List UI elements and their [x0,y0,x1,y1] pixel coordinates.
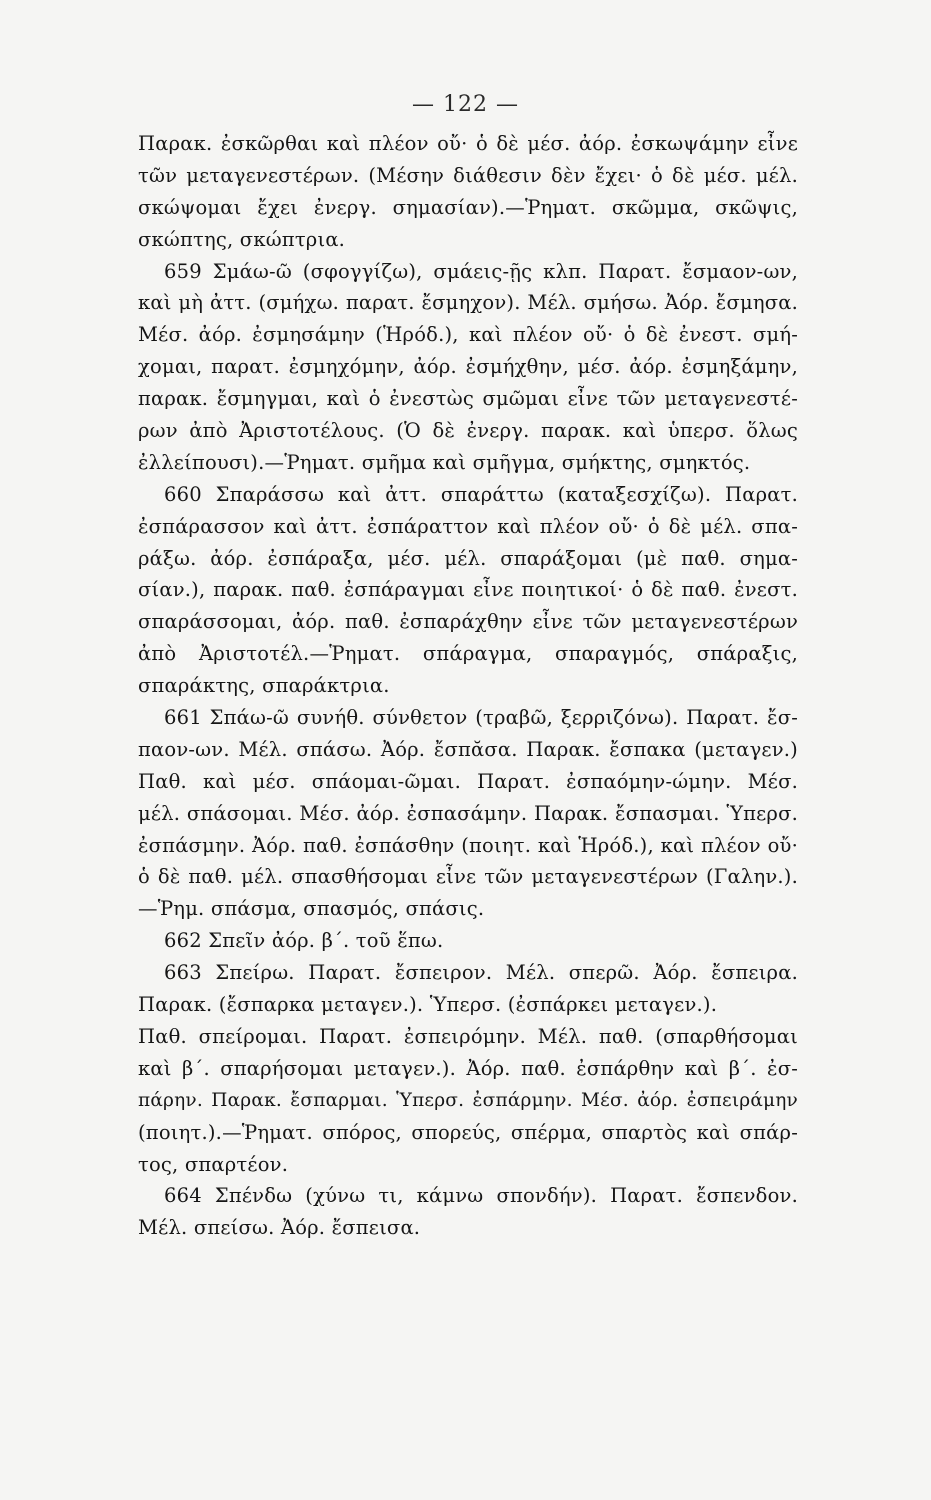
text-line: σκώπτης, σκώπτρια. [138,227,346,251]
text-line: πάρην. Παρακ. ἔσπαρμαι. Ὑπερσ. ἐσπάρμην. Μέσ. ἀόρ. ἐσπειράμην [138,1089,798,1111]
text-line: 661 Σπάω-ῶ συνήθ. σύνθετον (τραβῶ, ξερριζόνω). Παρατ. ἔσ- [164,706,798,730]
text-line: 659 Σμάω-ῶ (σφογγίζω), σμάεις-ῇς κλπ. Παρατ. ἔσμαον-ων, [164,259,798,283]
text-line: Μέσ. ἀόρ. ἐσμησάμην (Ἡρόδ.), καὶ πλέον οὔ· ὁ δὲ ἐνεστ. σμή- [138,323,798,347]
text-line: ἐσπάρασσον καὶ ἀττ. ἐσπάραττον καὶ πλέον οὔ· ὁ δὲ μέλ. σπα- [138,514,798,538]
text-line: παον-ων. Μέλ. σπάσω. Ἀόρ. ἔσπᾰσα. Παρακ. ἔσπακα (μεταγεν.) [138,737,798,761]
body-text [138,128,798,1244]
text-line: σκώψομαι ἔχει ἐνεργ. σημασίαν).—Ῥηματ. σκῶμμα, σκῶψις, [138,195,798,219]
text-line: χομαι, παρατ. ἐσμηχόμην, ἀόρ. ἐσμήχθην, μέσ. ἀόρ. ἐσμηξάμην, [138,355,798,379]
page-number: — 122 — [412,92,519,117]
text-line: 662 Σπεῖν ἀόρ. β΄. τοῦ ἕπω. [164,929,444,953]
text-line: καὶ μὴ ἀττ. (σμήχω. παρατ. ἔσμηχον). Μέλ. σμήσω. Ἀόρ. ἔσμησα. [138,291,798,315]
text-line: Παθ. σπείρομαι. Παρατ. ἐσπειρόμην. Μέλ. παθ. (σπαρθήσομαι [138,1024,798,1048]
text-line: Μέλ. σπείσω. Ἀόρ. ἔσπεισα. [138,1216,421,1240]
text-line: παρακ. ἔσμηγμαι, καὶ ὁ ἐνεστὼς σμῶμαι εἶνε τῶν μεταγενεστέ- [138,387,798,411]
text-line: 660 Σπαράσσω καὶ ἀττ. σπαράττω (καταξεσχίζω). Παρατ. [164,482,798,506]
text-line: Παθ. καὶ μέσ. σπάομαι-ῶμαι. Παρατ. ἐσπαόμην-ώμην. Μέσ. [138,769,798,793]
text-line: σίαν.), παρακ. παθ. ἐσπάραγμαι εἶνε ποιητικοί· ὁ δὲ παθ. ἐνεστ. [138,578,798,602]
text-line: (ποιητ.).—Ῥηματ. σπόρος, σπορεύς, σπέρμα, σπαρτὸς καὶ σπάρ- [138,1120,798,1144]
text-line: 663 Σπείρω. Παρατ. ἔσπειρον. Μέλ. σπερῶ. Ἀόρ. ἔσπειρα. [164,961,798,985]
text-line: ἐσπάσμην. Ἀόρ. παθ. ἐσπάσθην (ποιητ. καὶ Ἡρόδ.), καὶ πλέον οὔ· [138,833,798,857]
text-line: τος, σπαρτέον. [138,1152,289,1176]
text-line: —Ῥημ. σπάσμα, σπασμός, σπάσις. [138,897,485,921]
text-line: τῶν μεταγενεστέρων. (Μέσην διάθεσιν δὲν ἔχει· ὁ δὲ μέσ. μέλ. [138,163,798,187]
text-line: σπαράκτης, σπαράκτρια. [138,674,390,698]
text-line: Παρακ. ἐσκῶρθαι καὶ πλέον οὔ· ὁ δὲ μέσ. ἀόρ. ἐσκωψάμην εἶνε [138,132,798,155]
text-line: σπαράσσομαι, ἀόρ. παθ. ἐσπαράχθην εἶνε τῶν μεταγενεστέρων [138,610,798,634]
text-line: καὶ β΄. σπαρήσομαι μεταγεν.). Ἀόρ. παθ. ἐσπάρθην καὶ β΄. ἐσ- [138,1056,798,1080]
text-line: ἀπὸ Ἀριστοτέλ.—Ῥηματ. σπάραγμα, σπαραγμός, σπάραξις, [138,642,798,666]
text-line: 664 Σπένδω (χύνω τι, κάμνω σπονδήν). Παρατ. ἔσπενδον. [164,1184,798,1208]
text-line: μέλ. σπάσομαι. Μέσ. ἀόρ. ἐσπασάμην. Παρακ. ἔσπασμαι. Ὑπερσ. [138,801,798,825]
text-line: ὁ δὲ παθ. μέλ. σπασθήσομαι εἶνε τῶν μεταγενεστέρων (Γαλην.). [138,865,798,889]
text-line: ράξω. ἀόρ. ἐσπάραξα, μέσ. μέλ. σπαράξομαι (μὲ παθ. σημα- [138,546,798,570]
text-line: ρων ἀπὸ Ἀριστοτέλους. (Ὁ δὲ ἐνεργ. παρακ. καὶ ὑπερσ. ὅλως [138,419,798,443]
text-line: Παρακ. (ἔσπαρκα μεταγεν.). Ὑπερσ. (ἐσπάρκει μεταγεν.). [138,993,718,1017]
text-line: ἐλλείπουσι).—Ῥηματ. σμῆμα καὶ σμῆγμα, σμήκτης, σμηκτός. [138,450,751,474]
